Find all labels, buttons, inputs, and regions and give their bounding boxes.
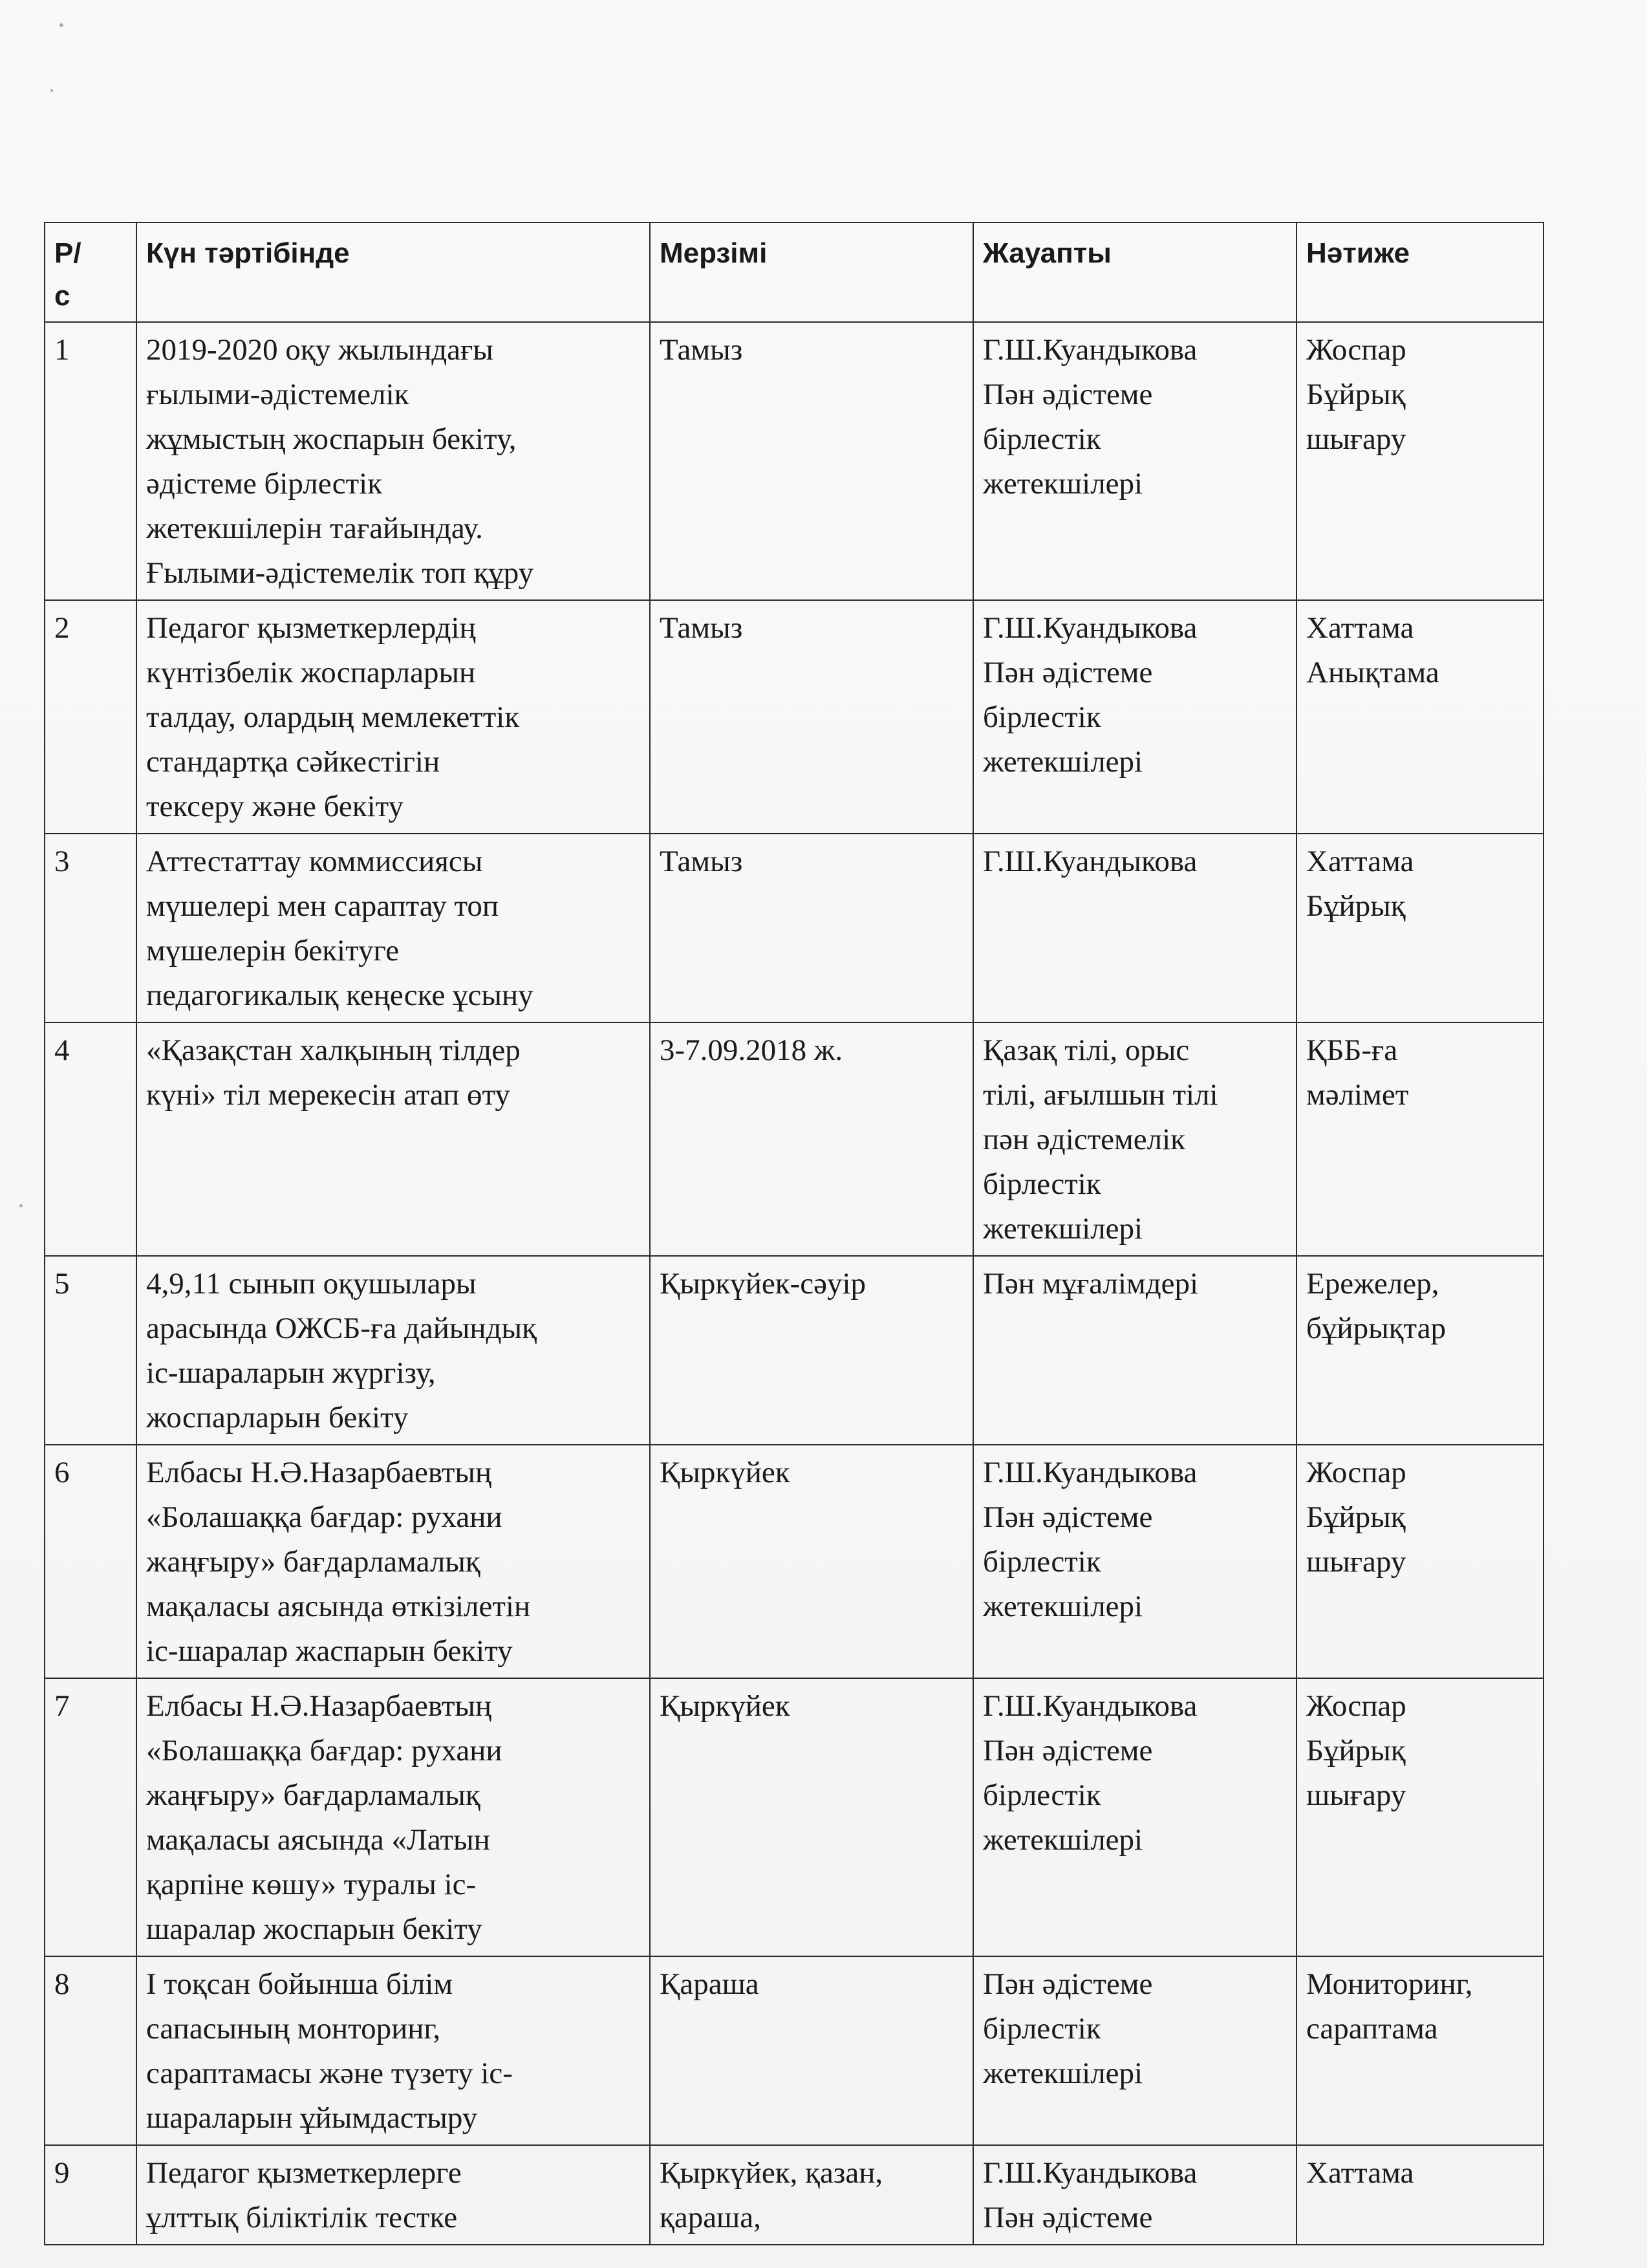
cell-term: Қараша	[650, 1956, 973, 2145]
cell-agenda: Елбасы Н.Ә.Назарбаевтың «Болашаққа бағдар: рухани жаңғыру» бағдарламалық мақаласы аясында «Латын қарпіне көшу» туралы іс- шаралар жоспарын бекіту	[136, 1678, 650, 1956]
cell-agenda: Елбасы Н.Ә.Назарбаевтың «Болашаққа бағдар: рухани жаңғыру» бағдарламалық мақаласы аясында өткізілетін іс-шаралар жаспарын бекіту	[136, 1445, 650, 1678]
cell-responsible: Г.Ш.Куандыкова Пән әдістеме бірлестік жетекшілері	[973, 1678, 1297, 1956]
cell-agenda: Педагог қызметкерлерге ұлттық біліктілік тестке	[136, 2145, 650, 2245]
header-agenda: Күн тәртібінде	[136, 222, 650, 322]
cell-term: Тамыз	[650, 322, 973, 600]
cell-agenda: І тоқсан бойынша білім сапасының монторинг, сараптамасы және түзету іс- шараларын ұйымдастыру	[136, 1956, 650, 2145]
cell-responsible: Пән мұғалімдері	[973, 1256, 1297, 1445]
work-plan-table	[44, 222, 1544, 2245]
cell-term: Қыркүйек	[650, 1445, 973, 1678]
cell-responsible: Г.Ш.Куандыкова Пән әдістеме бірлестік жетекшілері	[973, 322, 1297, 600]
cell-result: Хаттама Анықтама	[1297, 600, 1544, 834]
cell-term: Қыркүйек, қазан, қараша,	[650, 2145, 973, 2245]
cell-agenda: Аттестаттау коммиссиясы мүшелері мен сараптау топ мүшелерін бекітуге педагогикалық кеңеске ұсыну	[136, 834, 650, 1022]
cell-result: Жоспар Бұйрық шығару	[1297, 322, 1544, 600]
cell-num: 5	[45, 1256, 136, 1445]
table-row	[45, 834, 1544, 1022]
cell-term: Тамыз	[650, 600, 973, 834]
cell-responsible: Г.Ш.Куандыкова Пән әдістеме	[973, 2145, 1297, 2245]
scan-speck	[59, 23, 63, 27]
cell-num: 6	[45, 1445, 136, 1678]
table-row	[45, 600, 1544, 834]
cell-result: Ережелер, бұйрықтар	[1297, 1256, 1544, 1445]
table-row	[45, 1678, 1544, 1956]
cell-num: 7	[45, 1678, 136, 1956]
cell-agenda: Педагог қызметкерлердің күнтізбелік жоспарларын талдау, олардың мемлекеттік стандартқа сәйкестігін тексеру және бекіту	[136, 600, 650, 834]
cell-responsible: Г.Ш.Куандыкова Пән әдістеме бірлестік жетекшілері	[973, 600, 1297, 834]
table-row	[45, 1956, 1544, 2145]
cell-num: 3	[45, 834, 136, 1022]
cell-num: 1	[45, 322, 136, 600]
table-row	[45, 1445, 1544, 1678]
cell-agenda: «Қазақстан халқының тілдер күні» тіл мерекесін атап өту	[136, 1022, 650, 1256]
cell-num: 2	[45, 600, 136, 834]
table-row	[45, 1256, 1544, 1445]
cell-term: 3-7.09.2018 ж.	[650, 1022, 973, 1256]
cell-result: Хаттама Бұйрық	[1297, 834, 1544, 1022]
cell-responsible: Пән әдістеме бірлестік жетекшілері	[973, 1956, 1297, 2145]
header-num: Р/ с	[45, 222, 136, 322]
table-row	[45, 2145, 1544, 2245]
cell-term: Қыркүйек-сәуір	[650, 1256, 973, 1445]
cell-agenda: 2019-2020 оқу жылындағы ғылыми-әдістемелік жұмыстың жоспарын бекіту, әдістеме бірлестік жетекшілерін тағайындау. Ғылыми-әдістемелік топ құру	[136, 322, 650, 600]
cell-num: 8	[45, 1956, 136, 2145]
cell-num: 4	[45, 1022, 136, 1256]
header-result: Нәтиже	[1297, 222, 1544, 322]
cell-term: Тамыз	[650, 834, 973, 1022]
cell-result: Жоспар Бұйрық шығару	[1297, 1445, 1544, 1678]
cell-result: Жоспар Бұйрық шығару	[1297, 1678, 1544, 1956]
cell-responsible: Г.Ш.Куандыкова Пән әдістеме бірлестік жетекшілері	[973, 1445, 1297, 1678]
header-responsible: Жауапты	[973, 222, 1297, 322]
table-row	[45, 1022, 1544, 1256]
cell-result: Мониторинг, сараптама	[1297, 1956, 1544, 2145]
scan-speck	[50, 89, 53, 92]
cell-responsible: Г.Ш.Куандыкова	[973, 834, 1297, 1022]
cell-result: Хаттама	[1297, 2145, 1544, 2245]
cell-num: 9	[45, 2145, 136, 2245]
table-row	[45, 322, 1544, 600]
scan-speck	[19, 1204, 23, 1207]
cell-result: ҚББ-ға мәлімет	[1297, 1022, 1544, 1256]
header-term: Мерзімі	[650, 222, 973, 322]
cell-agenda: 4,9,11 сынып оқушылары арасында ОЖСБ-ға дайындық іс-шараларын жүргізу, жоспарларын бекіту	[136, 1256, 650, 1445]
cell-term: Қыркүйек	[650, 1678, 973, 1956]
cell-responsible: Қазақ тілі, орыс тілі, ағылшын тілі пән әдістемелік бірлестік жетекшілері	[973, 1022, 1297, 1256]
table-header-row	[45, 222, 1544, 322]
